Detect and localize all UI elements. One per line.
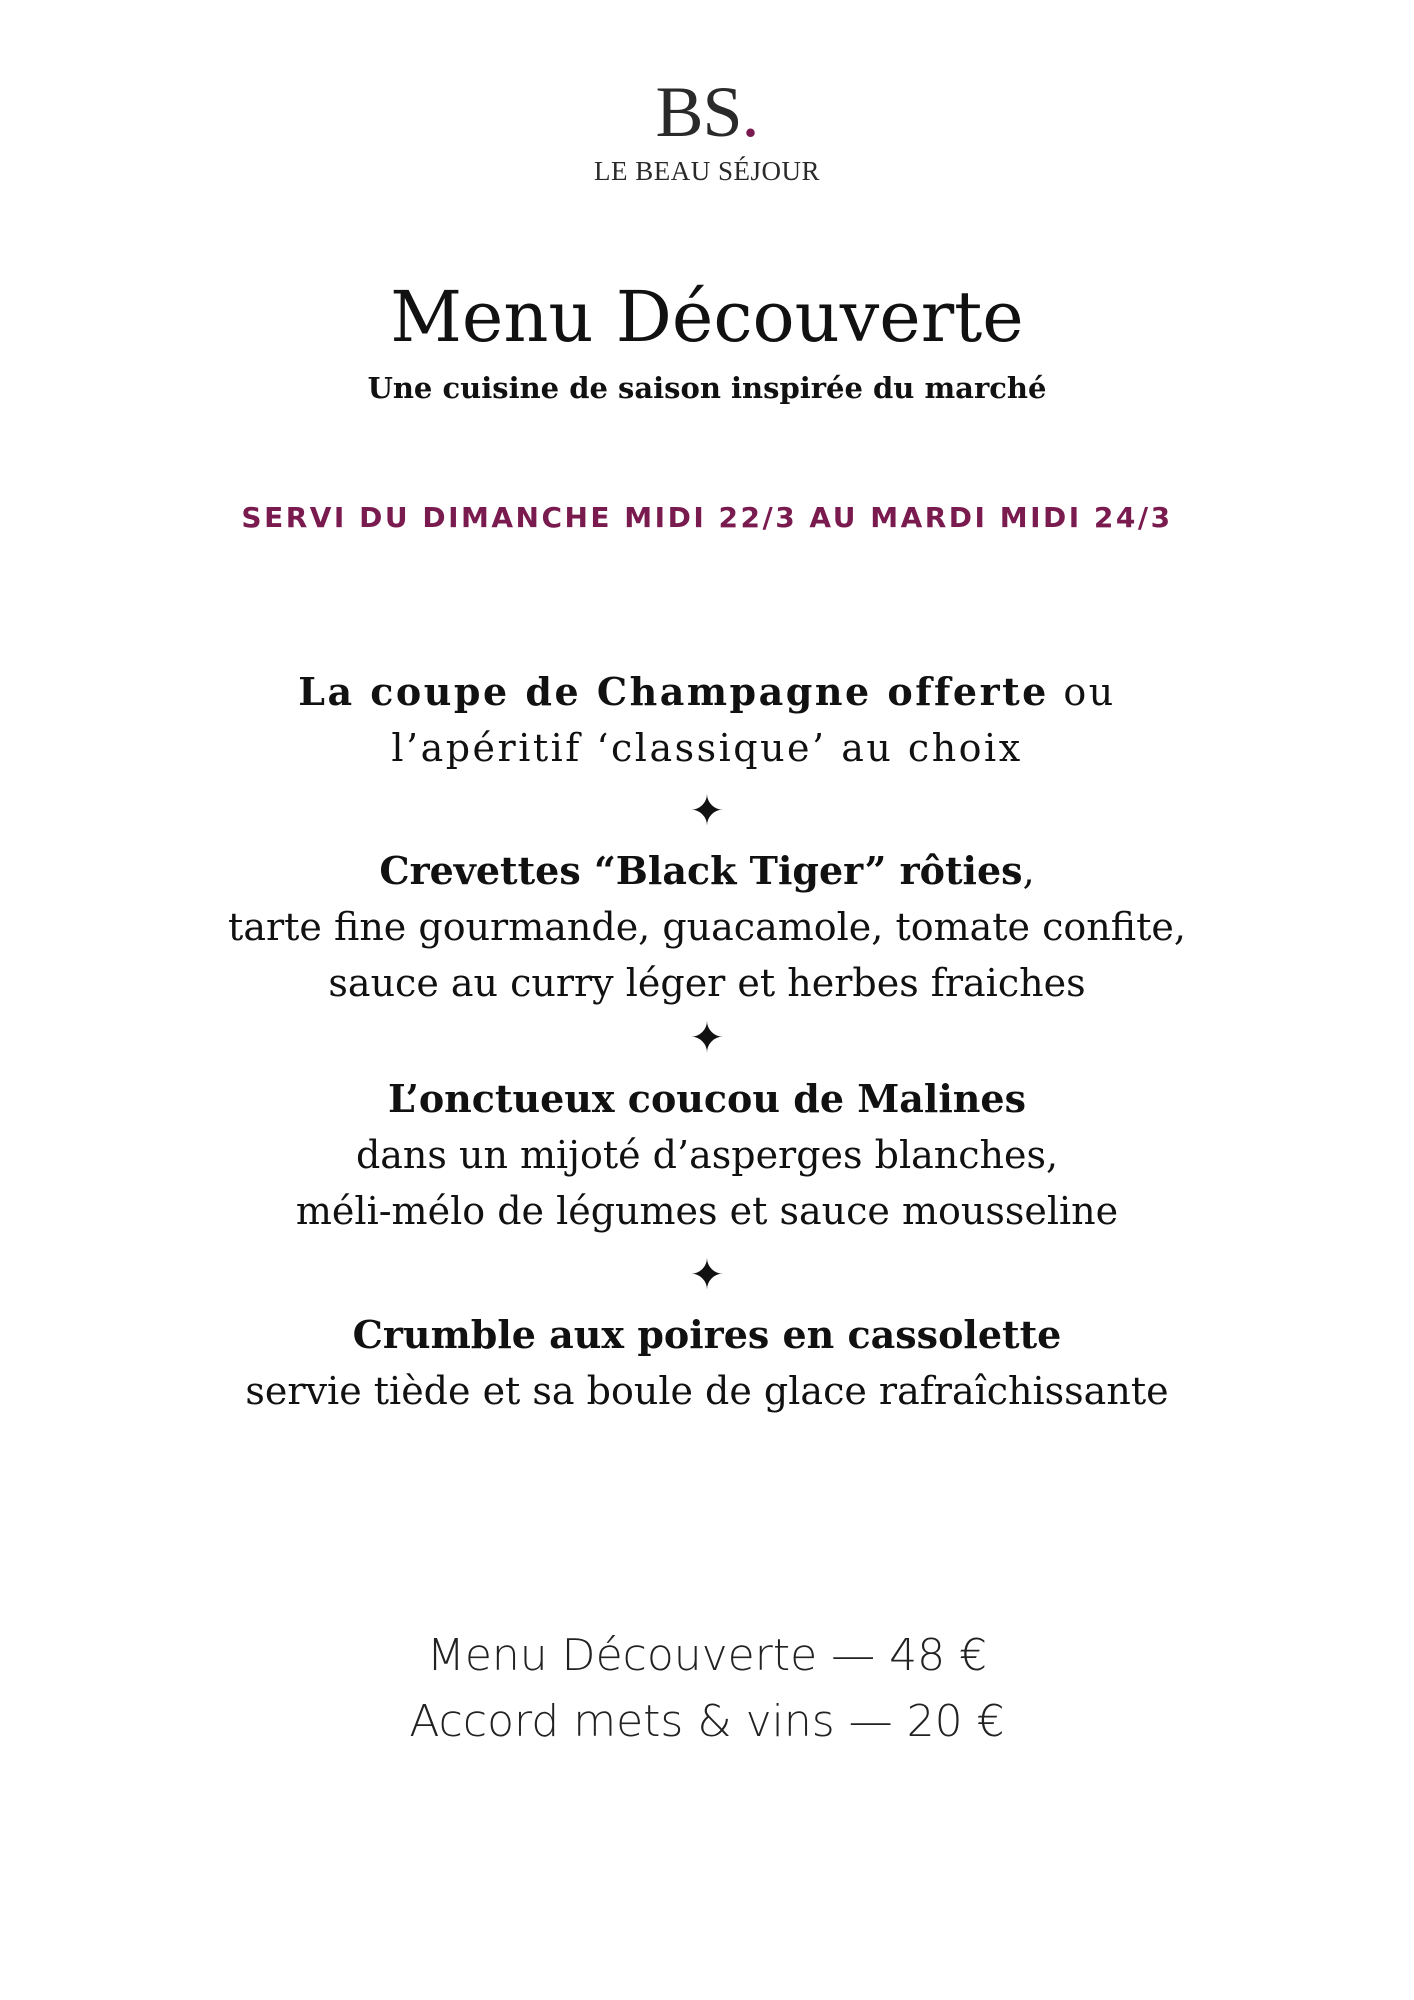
course-description: l’apéritif ‘classique’ au choix bbox=[391, 726, 1023, 770]
price-wine-pairing: Accord mets & vins — 20 € bbox=[409, 1696, 1005, 1747]
logo-dot: . bbox=[741, 72, 759, 152]
course-suffix: , bbox=[1022, 849, 1035, 893]
four-point-star-icon: ✦ bbox=[689, 786, 725, 835]
page-title: Menu Découverte bbox=[390, 276, 1024, 358]
logo-mark bbox=[0, 72, 1414, 152]
course-description: sauce au curry léger et herbes fraiches bbox=[328, 961, 1086, 1005]
price-menu: Menu Découverte — 48 € bbox=[426, 1630, 988, 1681]
course-description: dans un mijoté d’asperges blanches, bbox=[355, 1133, 1059, 1177]
course-name: Crevettes “Black Tiger” rôties bbox=[379, 848, 1023, 893]
page-subtitle: Une cuisine de saison inspirée du marché bbox=[367, 371, 1047, 405]
course-title bbox=[0, 1071, 1414, 1127]
course-description: tarte fine gourmande, guacamole, tomate confite, bbox=[228, 905, 1186, 949]
course-description: méli-mélo de légumes et sauce mousseline bbox=[295, 1189, 1119, 1233]
logo-name: LE BEAU SÉJOUR bbox=[593, 156, 820, 186]
course-suffix: ou bbox=[1048, 670, 1116, 714]
logo-initials: BS bbox=[655, 72, 742, 152]
course-name: Crumble aux poires en cassolette bbox=[352, 1312, 1062, 1357]
course-main bbox=[0, 1071, 1414, 1239]
course-title bbox=[0, 843, 1414, 899]
course-name: L’onctueux coucou de Malines bbox=[387, 1076, 1026, 1121]
course-description: servie tiède et sa boule de glace rafraîchissante bbox=[245, 1369, 1169, 1413]
course-title bbox=[0, 664, 1414, 720]
course-dessert bbox=[0, 1307, 1414, 1419]
service-dates: SERVI DU DIMANCHE MIDI 22/3 AU MARDI MIDI 24/3 bbox=[241, 501, 1173, 534]
four-point-star-icon: ✦ bbox=[689, 1013, 725, 1062]
course-name: La coupe de Champagne offerte bbox=[298, 669, 1049, 714]
course-title bbox=[0, 1307, 1414, 1363]
four-point-star-icon: ✦ bbox=[689, 1250, 725, 1299]
course-starter bbox=[0, 843, 1414, 1011]
course-aperitif bbox=[0, 664, 1414, 776]
